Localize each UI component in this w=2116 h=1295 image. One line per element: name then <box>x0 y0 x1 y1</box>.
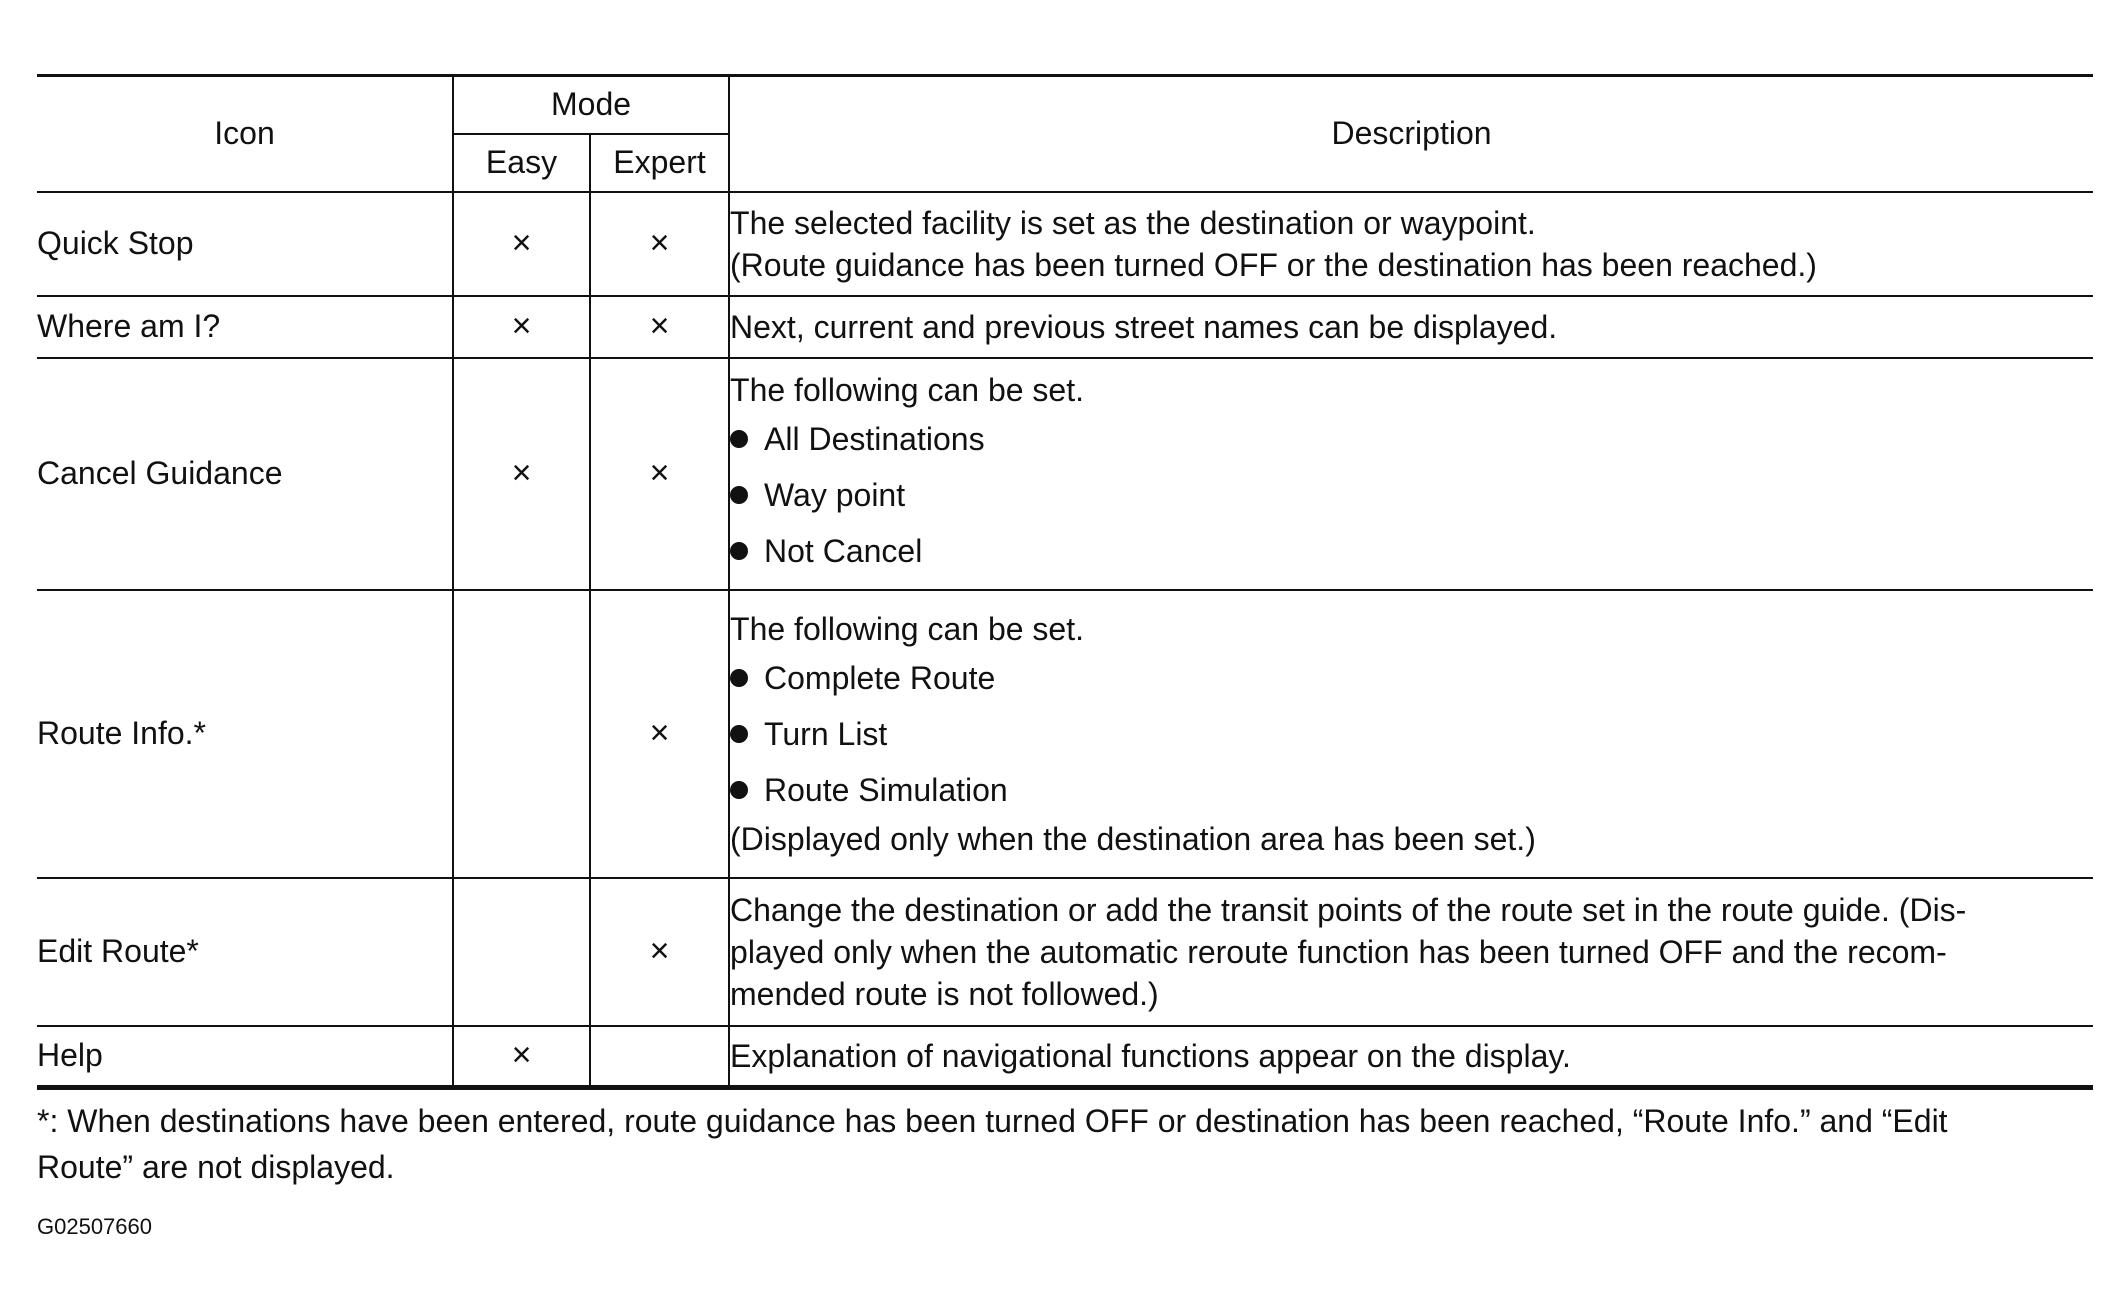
header-icon: Icon <box>37 76 453 192</box>
bullet-item <box>730 762 2093 818</box>
easy-mark: × <box>453 1026 590 1088</box>
description-cell <box>729 878 2093 1026</box>
bullet-text: Way point <box>764 476 906 513</box>
icon-cell: Where am I? <box>37 296 453 358</box>
easy-mark: × <box>453 296 590 358</box>
description-cell <box>729 192 2093 296</box>
expert-mark: × <box>590 296 729 358</box>
bullet-text: Complete Route <box>764 659 996 696</box>
bullet-dot-icon <box>730 669 748 687</box>
description-cell <box>729 590 2093 878</box>
expert-mark <box>590 1026 729 1088</box>
icon-cell: Quick Stop <box>37 192 453 296</box>
icon-cell: Help <box>37 1026 453 1088</box>
description-line: Next, current and previous street names can be displayed. <box>730 308 1558 345</box>
footnote-line: *: When destinations have been entered, route guidance has been turned OFF or destination has been reached, “Route Info.” and “Edit <box>37 1103 1948 1139</box>
bullet-item <box>730 467 2093 523</box>
bullet-item <box>730 523 2093 579</box>
expert-mark: × <box>590 878 729 1026</box>
expert-mark: × <box>590 590 729 878</box>
bullet-text: Not Cancel <box>764 532 923 569</box>
table-row <box>37 192 2093 296</box>
description-intro: The following can be set. <box>730 371 1084 408</box>
bullet-text: Route Simulation <box>764 771 1008 808</box>
description-line: mended route is not followed.) <box>730 975 1159 1012</box>
easy-mark: × <box>453 192 590 296</box>
table-row <box>37 1026 2093 1088</box>
icon-cell: Route Info.* <box>37 590 453 878</box>
bullet-dot-icon <box>730 542 748 560</box>
footnote <box>37 1098 2093 1190</box>
expert-mark: × <box>590 358 729 590</box>
expert-mark: × <box>590 192 729 296</box>
bullet-dot-icon <box>730 725 748 743</box>
description-outro: (Displayed only when the destination area has been set.) <box>730 820 1536 857</box>
footnote-line: Route” are not displayed. <box>37 1149 395 1185</box>
bullet-text: All Destinations <box>764 420 985 457</box>
header-mode: Mode <box>453 76 729 134</box>
table-row <box>37 358 2093 590</box>
description-cell <box>729 296 2093 358</box>
bullet-dot-icon <box>730 781 748 799</box>
figure-code: G02507660 <box>37 1214 152 1239</box>
description-line: The selected facility is set as the destination or waypoint. <box>730 204 1536 241</box>
header-expert: Expert <box>590 134 729 192</box>
table-row <box>37 590 2093 878</box>
description-line: Explanation of navigational functions appear on the display. <box>730 1037 1571 1074</box>
easy-mark <box>453 878 590 1026</box>
bullet-item <box>730 411 2093 467</box>
navigation-icon-table <box>37 74 2093 1090</box>
description-cell <box>729 1026 2093 1088</box>
header-description: Description <box>729 76 2093 192</box>
bullet-dot-icon <box>730 430 748 448</box>
bullet-text: Turn List <box>764 715 888 752</box>
description-intro: The following can be set. <box>730 610 1084 647</box>
table-row <box>37 878 2093 1026</box>
bullet-dot-icon <box>730 486 748 504</box>
header-easy: Easy <box>453 134 590 192</box>
table-row <box>37 296 2093 358</box>
document <box>37 74 2093 1240</box>
description-line: (Route guidance has been turned OFF or the destination has been reached.) <box>730 246 1817 283</box>
description-cell <box>729 358 2093 590</box>
bullet-item <box>730 650 2093 706</box>
easy-mark <box>453 590 590 878</box>
icon-cell: Cancel Guidance <box>37 358 453 590</box>
icon-cell: Edit Route* <box>37 878 453 1026</box>
description-line: Change the destination or add the transit points of the route set in the route guide. (Dis- <box>730 891 1967 928</box>
description-line: played only when the automatic reroute function has been turned OFF and the recom- <box>730 933 1947 970</box>
easy-mark: × <box>453 358 590 590</box>
bullet-item <box>730 706 2093 762</box>
